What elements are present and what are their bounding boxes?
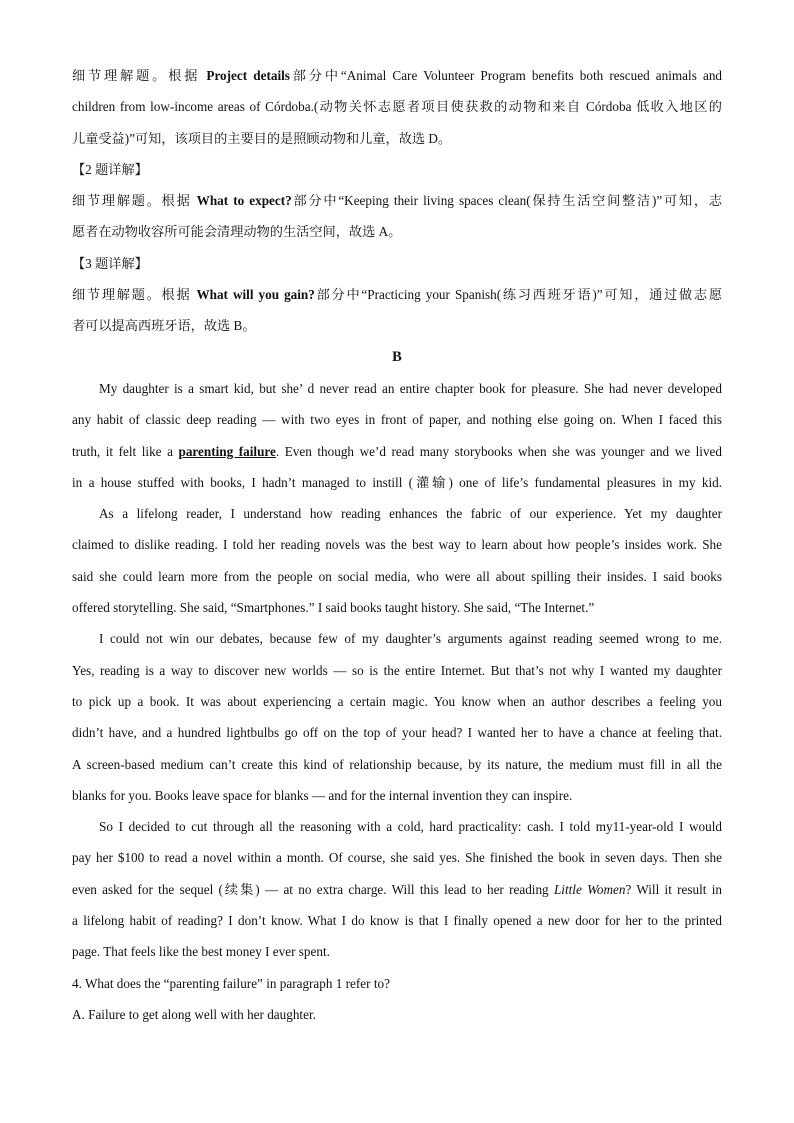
answer-1-line-3: 儿童受益)”可知，该项目的主要目的是照顾动物和儿童，故选 D。 [72, 130, 452, 146]
answer-2-lead: 细节理解题。根据 [72, 193, 197, 209]
answer-3-lead: 细节理解题。根据 [72, 287, 197, 303]
paragraph-1 [72, 373, 722, 498]
paragraph-2 [72, 498, 722, 623]
paragraph-4 [72, 811, 722, 967]
paragraph-2-line-2: claimed to dislike reading. I told her reading novels was the best way to learn about how people’s insides work. She [72, 537, 722, 553]
paragraph-3-line-1: I could not win our debates, because few of my daughter’s arguments against reading seemed wrong to me. [99, 631, 722, 647]
answer-1-line-1 [72, 60, 722, 91]
paragraph-3 [72, 623, 722, 811]
paragraph-1-line-4: in a house stuffed with books, I hadn’t managed to instill (灌输) one of life’s fundamental pleasures in my kid. [72, 474, 722, 490]
document-page [72, 60, 722, 1030]
parenting-failure-phrase: parenting failure [178, 443, 276, 459]
paragraph-4-line-3 [72, 874, 722, 905]
answer-1-line-2: children from low-income areas of Córdoba.(动物关怀志愿者项目使获救的动物和来自 Córdoba 低收入地区的 [72, 99, 722, 115]
paragraph-4-line-2: pay her $100 to read a novel within a month. Of course, she said yes. She finished the book in seven days. Then she [72, 850, 722, 866]
answer-1-quote: 部分中“Animal Care Volunteer Program benefits both rescued animals and [289, 68, 722, 83]
paragraph-4-line-3-start: even asked for the sequel (续集) — at no extra charge. Will this lead to her reading [72, 881, 554, 897]
answer-2-quote: 部分中“Keeping their living spaces clean(保持生活空间整洁)”可知，志 [291, 193, 722, 209]
answer-2-section-name: What to expect? [196, 193, 292, 209]
paragraph-4-line-5: page. That feels like the best money I ever spent. [72, 944, 330, 960]
paragraph-3-line-4: didn’t have, and a hundred lightbulbs go off on the top of your head? I wanted her to have a chance at feeling that. [72, 725, 722, 741]
question-4-stem: 4. What does the “parenting failure” in paragraph 1 refer to? [72, 975, 390, 991]
paragraph-4-line-4: a lifelong habit of reading? I don’t know. What I do know is that I finally opened a new door for her to the printed [72, 913, 722, 929]
book-title-little-women: Little Women [553, 881, 626, 897]
answer-2-line-1 [72, 185, 722, 216]
paragraph-1-line-2: any habit of classic deep reading — with two eyes in front of paper, and nothing else going on. When I faced this [72, 412, 722, 428]
paragraph-1-line-3-end: . Even though we’d read many storybooks when she was younger and we lived [275, 443, 722, 459]
passage-title: B [392, 348, 402, 365]
paragraph-1-line-3 [72, 436, 722, 467]
paragraph-3-line-3: to pick up a book. It was about experiencing a certain magic. You know when an author describes a feeling you [72, 693, 722, 709]
paragraph-1-line-3-start: truth, it felt like a [72, 443, 179, 459]
paragraph-3-line-5: A screen-based medium can’t create this kind of relationship because, by its nature, the medium must fill in all the [72, 756, 722, 772]
answer-1-section-name: Project details [206, 68, 290, 83]
paragraph-1-line-1: My daughter is a smart kid, but she’ d never read an entire chapter book for pleasure. She had never developed [99, 380, 722, 396]
paragraph-3-line-2: Yes, reading is a way to discover new worlds — so is the entire Internet. But that’s not why I wanted my daughter [72, 662, 722, 678]
question-4-option-a: A. Failure to get along well with her daughter. [72, 1006, 316, 1022]
answer-3-section-name: What will you gain? [196, 287, 315, 303]
answer-3-header: 【3 题详解】 [72, 255, 148, 271]
paragraph-4-line-1: So I decided to cut through all the reasoning with a cold, hard practicality: cash. I told my11-year-old I would [99, 819, 722, 835]
answer-3-quote: 部分中“Practicing your Spanish(练习西班牙语)”可知，通过做志愿 [314, 287, 722, 303]
answer-3-line-1 [72, 279, 722, 310]
answer-2-line-2: 愿者在动物收容所可能会清理动物的生活空间，故选 A。 [72, 224, 402, 240]
paragraph-4-line-3-end: ? Will it result in [625, 881, 722, 897]
answer-1-lead: 细节理解题。根据 [72, 68, 207, 83]
paragraph-2-line-1: As a lifelong reader, I understand how reading enhances the fabric of our experience. Yet my daughter [99, 506, 722, 522]
paragraph-2-line-4: offered storytelling. She said, “Smartphones.” I said books taught history. She said, “The Internet.” [72, 600, 595, 616]
answer-2-header: 【2 题详解】 [72, 161, 148, 177]
answer-3-line-2: 者可以提高西班牙语，故选 B。 [72, 318, 256, 334]
paragraph-3-line-6: blanks for you. Books leave space for blanks — and for the internal invention they can inspire. [72, 787, 573, 803]
paragraph-2-line-3: said she could learn more from the people on social media, who were all about spilling their insides. I said books [72, 568, 722, 584]
